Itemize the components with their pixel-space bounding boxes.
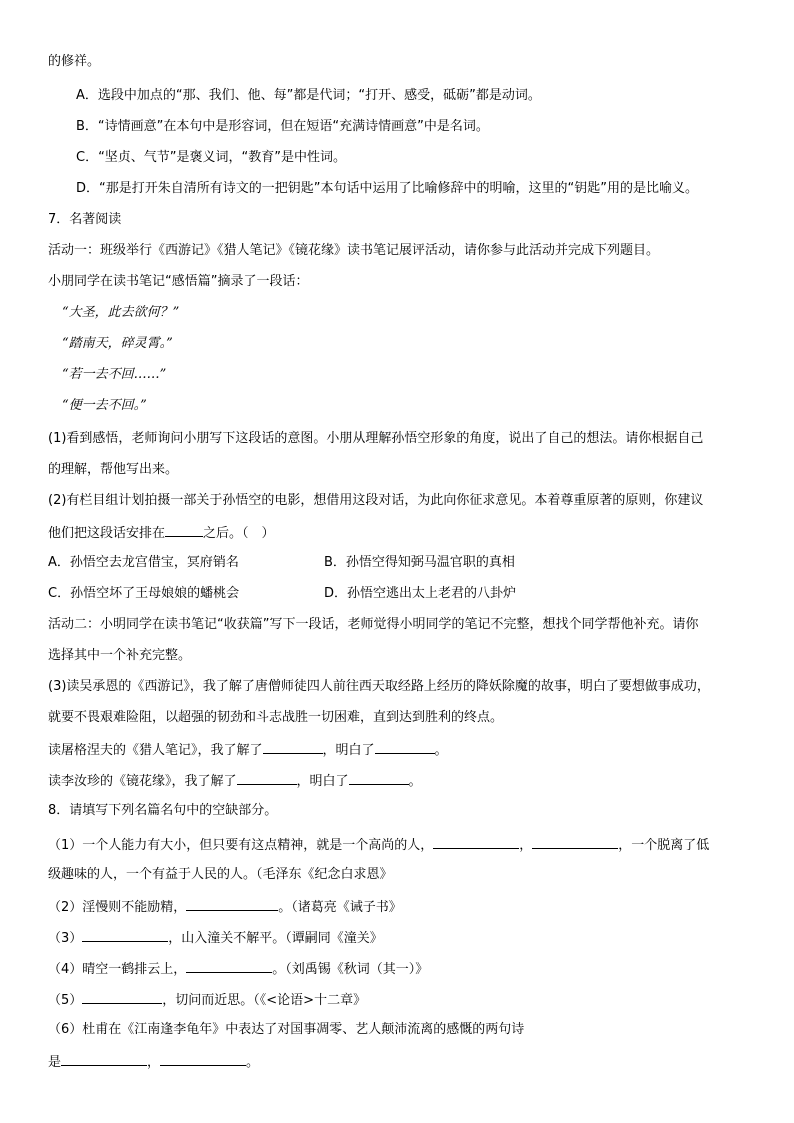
q7-p3-turgenev xyxy=(48,739,746,761)
q7-option-d: D．孙悟空逃出太上老君的八卦炉 xyxy=(324,586,517,601)
quote-line: “若一去不回……” xyxy=(62,367,167,382)
q7-intro: 小朋同学在读书笔记“感悟篇”摘录了一段话： xyxy=(48,274,309,289)
q8-item3 xyxy=(48,927,746,949)
q8-item4-suffix: 。（刘禹锡《秋词（其一）》 xyxy=(272,962,429,977)
turgenev-mid: ，明白了 xyxy=(322,743,375,758)
q7-p1-line1: (1)看到感悟，老师询问小朋写下这段话的意图。小朋从理解孙悟空形象的角度，说出了自己的想法。请你根据自己 xyxy=(48,431,704,446)
q7-p2-line2 xyxy=(48,522,746,544)
li-mid: ，明白了 xyxy=(296,774,349,789)
answer-blank[interactable] xyxy=(532,834,618,849)
q8-item2-prefix: （2）淫慢则不能励精， xyxy=(48,900,187,915)
q7-option-b: B．孙悟空得知弼马温官职的真相 xyxy=(324,555,515,570)
q8-item1-sep: ， xyxy=(519,838,533,853)
answer-blank[interactable] xyxy=(349,770,409,785)
q7-activity2-line1: 活动二：小明同学在读书笔记“收获篇”写下一段话，老师觉得小明同学的笔记不完整，想找个同学帮他补充。请你 xyxy=(48,617,699,632)
q8-item2 xyxy=(48,896,746,918)
answer-blank[interactable] xyxy=(375,739,435,754)
q8-item5 xyxy=(48,989,746,1011)
q8-item6-prefix: 是 xyxy=(48,1055,62,1070)
q7-option-a: A．孙悟空去龙宫借宝，冥府销名 xyxy=(48,555,239,570)
q8-title: 8．请填写下列名篇名句中的空缺部分。 xyxy=(48,803,278,818)
li-prefix: 读李汝珍的《镜花缘》，我了解了 xyxy=(48,774,237,789)
q7-p2-suffix: 之后。（ ） xyxy=(203,526,275,541)
q8-item4 xyxy=(48,958,746,980)
q6-option-c: C．“坚贞、气节”是褒义词，“教育”是中性词。 xyxy=(76,150,347,165)
q7-option-c: C．孙悟空坏了王母娘娘的蟠桃会 xyxy=(48,586,240,601)
q7-activity2-line2: 选择其中一个补充完整。 xyxy=(48,648,192,663)
quote-line: “大圣，此去欲何？” xyxy=(62,305,180,320)
quote-line: “踏南天，碎灵霄。” xyxy=(62,336,173,351)
q7-p1-line2: 的理解，帮他写出来。 xyxy=(48,462,179,477)
q8-item4-prefix: （4）晴空一鹤排云上， xyxy=(48,962,187,977)
answer-blank[interactable] xyxy=(165,522,203,537)
turgenev-end: 。 xyxy=(434,743,448,758)
answer-blank[interactable] xyxy=(237,770,297,785)
answer-blank[interactable] xyxy=(186,958,272,973)
q6-option-d: D．“那是打开朱自清所有诗文的一把钥匙”本句话中运用了比喻修辞中的明喻，这里的“钥匙”用的是比喻义。 xyxy=(76,181,698,196)
q8-item5-suffix: ，切问而近思。（《<论语>十二章》 xyxy=(162,993,367,1008)
q7-p2-line1: (2)有栏目组计划拍摄一部关于孙悟空的电影，想借用这段对话，为此向你征求意见。本着尊重原著的原则，你建议 xyxy=(48,493,704,508)
answer-blank[interactable] xyxy=(186,896,278,911)
q8-item1-suffix: ，一个脱离了低 xyxy=(618,838,710,853)
answer-blank[interactable] xyxy=(82,989,162,1004)
q6-option-a: A．选段中加点的“那、我们、他、每”都是代词；“打开、感受，砥砺”都是动词。 xyxy=(76,88,541,103)
q8-item2-suffix: 。（诸葛亮《诫子书》 xyxy=(278,900,402,915)
q8-item6-line1: （6）杜甫在《江南逢李龟年》中表达了对国事凋零、艺人颠沛流离的感慨的两句诗 xyxy=(48,1022,525,1037)
q7-title: 7．名著阅读 xyxy=(48,212,122,227)
answer-blank[interactable] xyxy=(433,834,519,849)
q8-item6-end: 。 xyxy=(246,1055,260,1070)
q7-p3-li xyxy=(48,770,746,792)
quote-line: “便一去不回。” xyxy=(62,398,147,413)
q8-item3-suffix: ，山入潼关不解平。（谭嗣同《潼关》 xyxy=(168,931,383,946)
turgenev-prefix: 读屠格涅夫的《猎人笔记》，我了解了 xyxy=(48,743,263,758)
q7-p3-line2: 就要不畏艰难险阻，以超强的韧劲和斗志战胜一切困难，直到达到胜利的终点。 xyxy=(48,710,504,725)
answer-blank[interactable] xyxy=(160,1051,246,1066)
q8-item6-sep: ， xyxy=(147,1055,161,1070)
li-end: 。 xyxy=(408,774,422,789)
q6-option-b: B．“诗情画意”在本句中是形容词，但在短语“充满诗情画意”中是名词。 xyxy=(76,119,489,134)
q8-item5-prefix: （5） xyxy=(48,993,83,1008)
q8-item1-prefix: （1）一个人能力有大小，但只要有这点精神，就是一个高尚的人， xyxy=(48,838,434,853)
q7-p3-line1: (3)读吴承恩的《西游记》，我了解了唐僧师徒四人前往西天取经路上经历的降妖除魔的故事，明白了要想做事成功， xyxy=(48,679,710,694)
q7-p2-prefix: 他们把这段话安排在 xyxy=(48,526,166,541)
q7-activity1: 活动一：班级举行《西游记》《猎人笔记》《镜花缘》读书笔记展评活动，请你参与此活动并完成下列题目。 xyxy=(48,243,660,258)
q8-item1-line2: 级趣味的人，一个有益于人民的人。（毛泽东《纪念白求恩》 xyxy=(48,867,393,882)
answer-blank[interactable] xyxy=(263,739,323,754)
q8-item1-line1 xyxy=(48,834,746,856)
top-line: 的修祥。 xyxy=(48,54,101,69)
answer-blank[interactable] xyxy=(61,1051,147,1066)
q8-item6-line2 xyxy=(48,1051,746,1073)
q8-item3-prefix: （3） xyxy=(48,931,83,946)
answer-blank[interactable] xyxy=(82,927,168,942)
